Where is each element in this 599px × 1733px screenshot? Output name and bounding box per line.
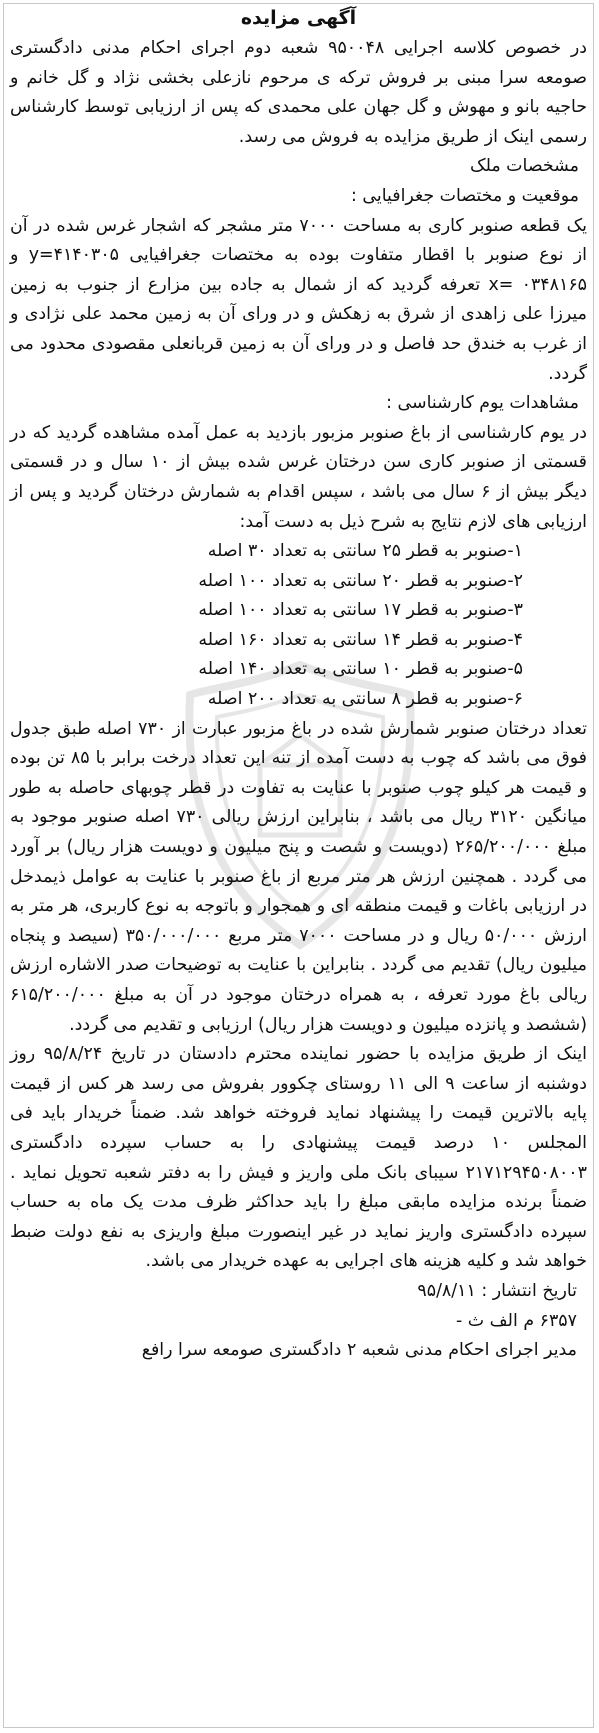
list-item: ۵-صنوبر به قطر ۱۰ سانتی به تعداد ۱۴۰ اصله	[198, 659, 523, 680]
observations-paragraph: در یوم کارشناسی از باغ صنوبر مزبور بازدید به عمل آمده مشاهده گردید که در قسمتی از صنوبر کاری سن درختان غرس شده بیش از ۱۰ سال و در قسمتی دیگر بیش از ۶ سال می باشد ، سپس اقدام به شمارش درختان گردید و پس از ارزیابی های لازم نتایج به شرح ذیل به دست آمد:	[10, 422, 587, 532]
valuation-paragraph: تعداد درختان صنوبر شمارش شده در باغ مزبور عبارت از ۷۳۰ اصله طبق جدول فوق می باشد که چوب به دست آمده از تنه این تعداد درخت برابر با ۸۵ تن بوده و قیمت هر کیلو چوب صنوبر با عنایت به تفاوت در قطر چوبهای حاصله به طور میانگین ۳۱۲۰ ریال می باشد ، بنابراین ارزش ریالی ۷۳۰ اصله صنوبر موجود به مبلغ ۲۶۵/۲۰۰/۰۰۰ (دویست و شصت و پنج میلیون و دویست هزار ریال) بر آورد می گردد . همچنین ارزش هر متر مربع از باغ صنوبر با عنایت به عوامل ذیمدخل در ارزیابی باغات و قیمت منطقه ای و همجوار و باتوجه به نوع کاربری، هر متر به ارزش ۵۰/۰۰۰ ریال و در مساحت ۷۰۰۰ متر مربع ۳۵۰/۰۰۰/۰۰۰ (سیصد و پنجاه میلیون ریال) تقدیم می گردد . بنابراین با عنایت به توضیحات صدر الاشاره ارزش ریالی باغ مورد تعرفه ، به همراه درختان موجود در آن به مبلغ ۶۱۵/۲۰۰/۰۰۰ (ششصد و پانزده میلیون و دویست هزار ریال) ارزیابی و تقدیم می گردد.	[10, 718, 587, 1035]
auction-terms-paragraph: اینک از طریق مزایده با حضور نماینده محترم دادستان در تاریخ ۹۵/۸/۲۴ روز دوشنبه از ساعت ۹ الی ۱۱ روستای چکوور بفروش می رسد هر کس از قیمت پایه بالاترین قیمت را پیشنهاد نماید فروخته خواهد شد. ضمناً خریدار باید فی المجلس ۱۰ درصد قیمت پیشنهادی را به حساب سپرده دادگستری ۲۱۷۱۲۹۴۵۰۸۰۰۳ سیبای بانک ملی واریز و فیش را به دفتر شعبه تحویل نماید . ضمناً برنده مزایده مابقی مبلغ را باید حداکثر ظرف مدت یک ماه به حساب سپرده دادگستری واریز نماید در غیر اینصورت مبلغ واریزی به نفع دولت ضبط خواهد شد و کلیه هزینه های اجرایی به عهده خریدار می باشد.	[10, 1044, 588, 1272]
list-item: ۶-صنوبر به قطر ۸ سانتی به تعداد ۲۰۰ اصله	[207, 689, 523, 710]
list-item: ۳-صنوبر به قطر ۱۷ سانتی به تعداد ۱۰۰ اصله	[198, 600, 523, 621]
location-heading: موقعیت و مختصات جغرافیایی :	[351, 185, 579, 206]
auction-notice	[10, 4, 587, 1366]
property-specs-heading: مشخصات ملک	[470, 156, 579, 177]
list-item: ۴-صنوبر به قطر ۱۴ سانتی به تعداد ۱۶۰ اصله	[198, 629, 523, 650]
list-item: ۲-صنوبر به قطر ۲۰ سانتی به تعداد ۱۰۰ اصله	[198, 570, 523, 591]
reference-code: ۶۳۵۷ م الف ث -	[455, 1310, 577, 1331]
list-item: ۱-صنوبر به قطر ۲۵ سانتی به تعداد ۳۰ اصله	[207, 541, 523, 562]
publish-date: تاریخ انتشار : ۹۵/۸/۱۱	[417, 1280, 577, 1301]
observations-heading: مشاهدات یوم کارشناسی :	[386, 393, 579, 414]
intro-paragraph: در خصوص کلاسه اجرایی ۹۵۰۰۴۸ شعبه دوم اجرای احکام مدنی دادگستری صومعه سرا مبنی بر فروش ترکه ی مرحوم نازعلی بخشی نژاد و گل خانم و حاجیه بانو و مهوش و گل جهان علی محمدی که پس از ارزیابی توسط کارشناس رسمی اینک از طریق مزایده به فروش می رسد.	[10, 38, 587, 147]
notice-title: آگهی مزایده	[240, 7, 357, 29]
tree-count-list	[10, 537, 587, 715]
signature-line: مدیر اجرای احکام مدنی شعبه ۲ دادگستری صومعه سرا رافع	[141, 1340, 577, 1361]
location-paragraph: یک قطعه صنوبر کاری به مساحت ۷۰۰۰ متر مشجر که اشجار غرس شده در آن از نوع صنوبر با اقطار متفاوت بوده به مختصات جغرافیایی ۴۱۴۰۳۰۵=y و ۰۳۴۸۱۶۵ =x تعرفه گردید که از شمال به جاده بین مزارع از جنوب به زمین میرزا علی زاهدی از شرق به زهکش و در ورای آن به زمین محمد علی نژادی و از غرب به خندق حد فاصل و در ورای آن به زمین قربانعلی مقصودی محدود می گردد.	[10, 215, 588, 384]
